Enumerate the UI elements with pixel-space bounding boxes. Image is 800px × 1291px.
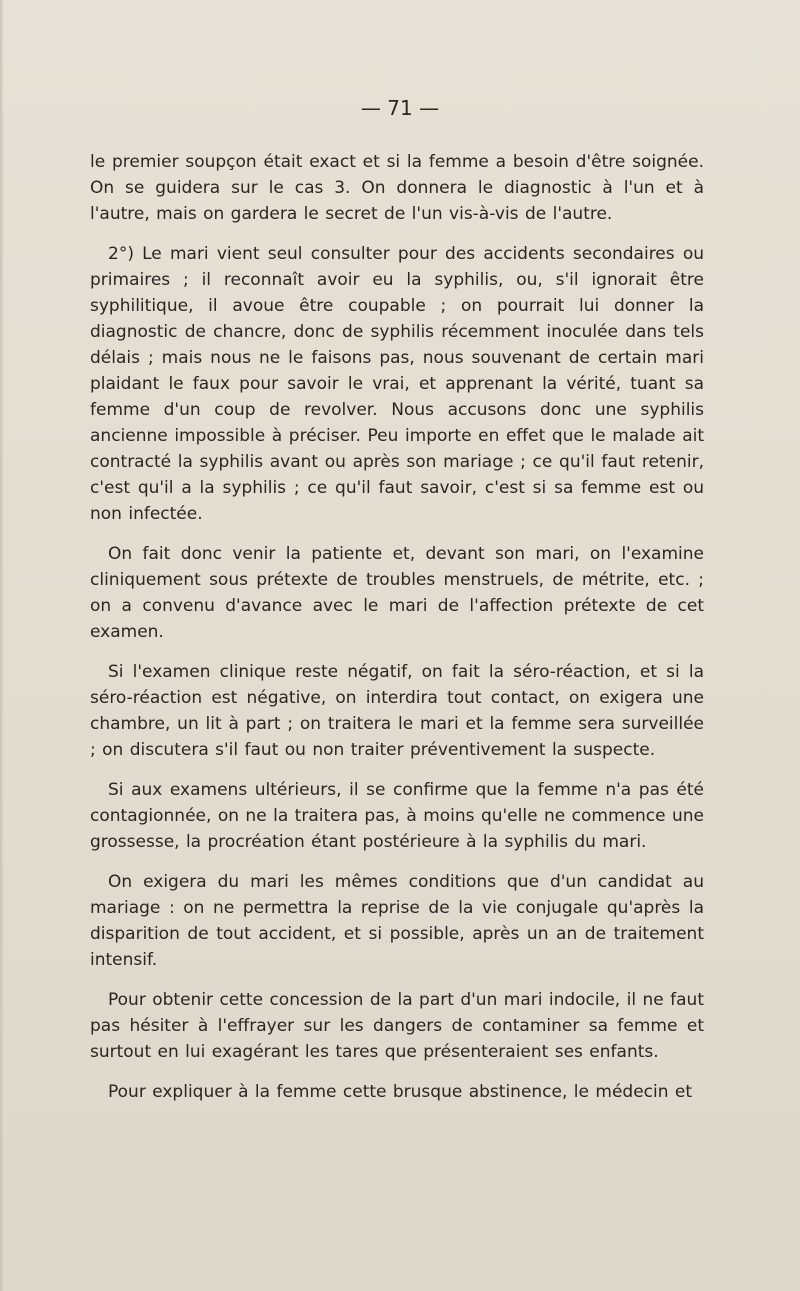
paragraph-2: 2°) Le mari vient seul consulter pour des accidents secondaires ou primaires ; il reconnaît avoir eu la syphilis, ou, s'il ignorait être syphilitique, il avoue être coupable ; on pourrait lui donner la diagnostic de chancre, donc de syphilis récemment inoculée dans tels délais ; mais nous ne le faisons pas, nous souvenant de certain mari plaidant le faux pour savoir le vrai, et apprenant la vérité, tuant sa femme d'un coup de revolver. Nous accusons donc une syphilis ancienne impossible à préciser. Peu importe en effet que le malade ait contracté la syphilis avant ou après son mariage ; ce qu'il faut retenir, c'est qu'il a la syphilis ; ce qu'il faut savoir, c'est si sa femme est ou non infectée.: [90, 244, 704, 524]
paragraph-6: On exigera du mari les mêmes conditions que d'un candidat au mariage : on ne permettra la reprise de la vie conjugale qu'après la disparition de tout accident, et si possible, après un an de traitement intensif.: [90, 872, 704, 970]
paragraph-7: Pour obtenir cette concession de la part d'un mari indocile, il ne faut pas hésiter à l'effrayer sur les dangers de contaminer sa femme et surtout en lui exagérant les tares que présenteraient ses enfants.: [90, 990, 704, 1062]
page-edge-shadow: [0, 0, 4, 1291]
paragraph-3: On fait donc venir la patiente et, devant son mari, on l'examine cliniquement sous prétexte de troubles menstruels, de métrite, etc. ; on a convenu d'avance avec le mari de l'affection prétexte de cet examen.: [90, 544, 704, 642]
paragraph-4: Si l'examen clinique reste négatif, on fait la séro-réaction, et si la séro-réaction est négative, on interdira tout contact, on exigera une chambre, un lit à part ; on traitera le mari et la femme sera surveillée ; on discutera s'il faut ou non traiter préventivement la suspecte.: [90, 662, 704, 760]
paragraph-8: Pour expliquer à la femme cette brusque abstinence, le médecin et: [108, 1082, 693, 1102]
paragraph-5: Si aux examens ultérieurs, il se confirme que la femme n'a pas été contagionnée, on ne la traitera pas, à moins qu'elle ne commence une grossesse, la procréation étant postérieure à la syphilis du mari.: [90, 780, 704, 852]
page-number: — 71 —: [360, 96, 440, 120]
body-text: [90, 149, 704, 1105]
paragraph-1: le premier soupçon était exact et si la femme a besoin d'être soignée. On se guidera sur le cas 3. On donnera le diagnostic à l'un et à l'autre, mais on gardera le secret de l'un vis-à-vis de l'autre.: [90, 152, 704, 224]
